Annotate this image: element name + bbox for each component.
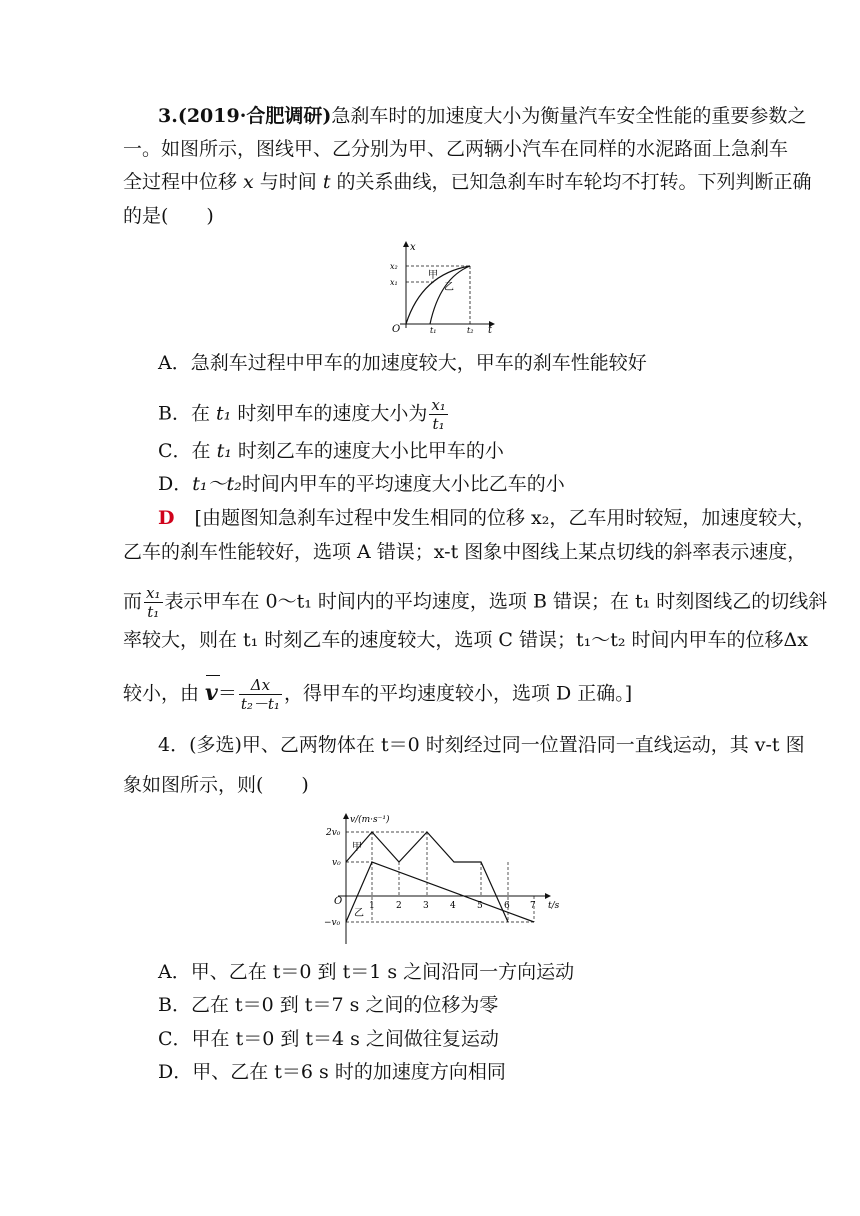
fraction-denominator: t₁ (147, 603, 160, 621)
q3-stem-text-3c: 的关系曲线，已知急刹车时车轮均不打转。下列判断正确 (330, 171, 812, 193)
q3-stem-line2: 一。如图所示，图线甲、乙分别为甲、乙两辆小汽车在同样的水泥路面上急刹车 (123, 138, 789, 160)
q4-stem-line1: 4．(多选)甲、乙两物体在 t＝0 时刻经过同一位置沿同一直线运动，其 v-t 图 (158, 734, 805, 756)
q3-label-origin: O (392, 324, 401, 335)
q3-stem-line3 (123, 170, 812, 194)
q3-option-c-text-a: C．在 (158, 440, 217, 462)
q3-answer-text-3b: 表示甲车在 0～t₁ 时间内的平均速度，选项 B 错误；在 t₁ 时刻图线乙的切线斜 (164, 590, 828, 613)
q3-answer-line1 (158, 506, 815, 530)
q3-xt-graph (382, 238, 502, 338)
var-t: t (322, 171, 331, 193)
q4-vt-graph (322, 810, 572, 950)
q3-option-b-text-b: 时刻甲车的速度大小为 (231, 402, 428, 425)
q3-stem-line1 (158, 104, 806, 128)
q3-option-c (158, 439, 504, 463)
fraction-numerator: x₁ (146, 584, 161, 602)
q3-answer-text-5a: 较小，由 (123, 682, 206, 705)
q3-label-t2: t₂ (467, 326, 474, 335)
q3-label-taxis: t (488, 325, 493, 336)
fraction-denominator: t₂－t₁ (240, 695, 280, 713)
fraction-denominator: t₁ (432, 415, 445, 433)
q3-answer-line3 (123, 584, 827, 621)
q4-tick-6: 6 (504, 901, 510, 911)
q4-label-vaxis: v/(m·s⁻¹) (350, 815, 390, 825)
q3-stem-text-1: 急刹车时的加速度大小为衡量汽车安全性能的重要参数之 (331, 105, 807, 127)
q4-tick-3: 3 (423, 901, 429, 911)
q4-label-2v0: 2v₀ (326, 828, 341, 838)
fraction-dx-dt (239, 676, 282, 713)
q3-option-a: A．急刹车过程中甲车的加速度较大，甲车的刹车性能较好 (158, 352, 647, 374)
q3-answer-line5 (123, 676, 632, 713)
q3-answer-text-3a: 而 (123, 590, 143, 613)
q3-number-source: 3.(2019·合肥调研) (158, 105, 332, 127)
q3-label-x1: x₁ (390, 278, 398, 287)
q4-label-v0: v₀ (332, 858, 341, 868)
q4-label-origin: O (334, 896, 343, 907)
q3-option-d-text-a: D． (158, 473, 193, 495)
q3-label-t1: t₁ (430, 326, 437, 335)
equals-sign: ＝ (217, 682, 237, 705)
q3-option-d (158, 472, 565, 496)
q3-label-x2: x₂ (390, 262, 398, 271)
q4-option-b: B．乙在 t＝0 到 t＝7 s 之间的位移为零 (158, 994, 499, 1016)
q4-stem-line2: 象如图所示，则( ) (123, 774, 309, 796)
fraction-x1-t1-answer (144, 584, 162, 621)
q4-tick-4: 4 (450, 901, 456, 911)
var-x: x (243, 171, 254, 193)
q3-curve-jia (406, 266, 470, 324)
q3-stem-line4: 的是( ) (123, 205, 214, 227)
q4-option-d: D．甲、乙在 t＝6 s 时的加速度方向相同 (158, 1061, 506, 1083)
q3-option-b (158, 396, 450, 433)
q4-tick-1: 1 (369, 901, 375, 911)
q4-label-neg-v0: −v₀ (324, 918, 341, 928)
q4-option-a: A．甲、乙在 t＝0 到 t＝1 s 之间沿同一方向运动 (158, 961, 575, 983)
q3-stem-text-3a: 全过程中位移 (123, 171, 244, 193)
var-t1: t₁ (216, 440, 232, 462)
q4-label-yi: 乙 (354, 908, 364, 919)
q4-option-c: C．甲在 t＝0 到 t＝4 s 之间做往复运动 (158, 1028, 499, 1050)
q3-answer-line2: 乙车的刹车性能较好，选项 A 错误；x-t 图象中图线上某点切线的斜率表示速度， (123, 541, 807, 563)
q3-answer-letter: D (158, 507, 175, 529)
q4-tick-7: 7 (530, 901, 536, 911)
var-t-range: t₁～t₂ (192, 473, 242, 495)
q4-label-jia: 甲 (352, 842, 362, 853)
q3-answer-line4: 率较大，则在 t₁ 时刻乙车的速度较大，选项 C 错误；t₁～t₂ 时间内甲车的位移Δx (123, 629, 808, 651)
q3-label-yi: 乙 (444, 282, 454, 293)
var-t1: t₁ (216, 402, 232, 425)
q3-stem-text-3b: 与时间 (253, 171, 323, 193)
q4-tick-5: 5 (477, 901, 483, 911)
q3-label-jia: 甲 (428, 270, 438, 281)
q4-line-yi (346, 862, 534, 922)
q3-option-d-text-b: 时间内甲车的平均速度大小比乙车的小 (241, 473, 565, 495)
q3-option-b-text-a: B．在 (158, 402, 217, 425)
q3-answer-text-5b: ，得甲车的平均速度较小，选项 D 正确。] (283, 682, 633, 705)
var-v-bar: v (205, 679, 218, 706)
fraction-numerator: Δx (239, 676, 282, 695)
q3-option-c-text-b: 时刻乙车的速度大小比甲车的小 (231, 440, 504, 462)
q3-label-xaxis: x (410, 242, 416, 253)
q4-label-taxis: t/s (548, 901, 560, 911)
fraction-numerator: x₁ (431, 396, 446, 414)
q4-tick-2: 2 (396, 901, 402, 911)
q3-answer-text-1: [由题图知急刹车过程中发生相同的位移 x₂，乙车用时较短，加速度较大， (194, 507, 816, 529)
fraction-x1-t1 (429, 396, 447, 433)
